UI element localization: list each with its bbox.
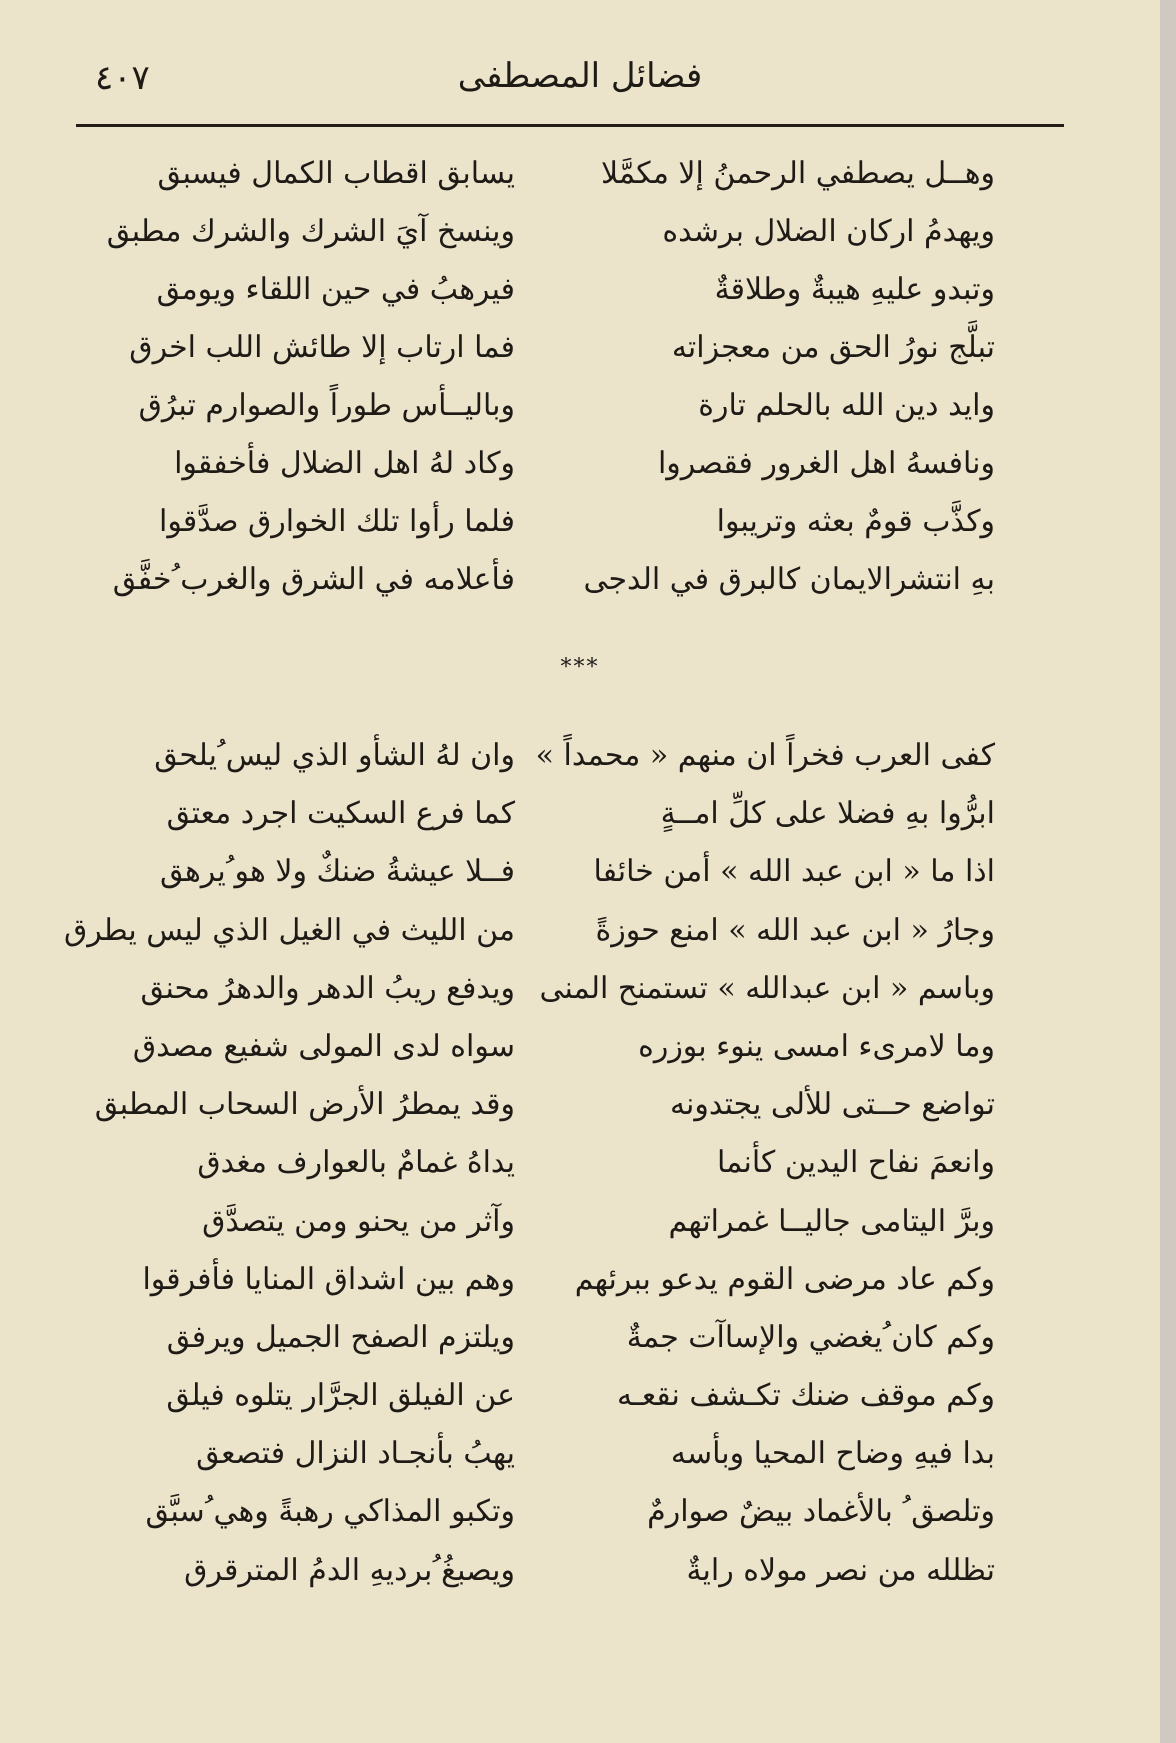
verse-line: تواضع حــتى للألى يجتدونه bbox=[669, 1087, 995, 1123]
verse-line: فلما رأوا تلك الخوارق صدَّقوا bbox=[159, 504, 515, 539]
verse-line: وكم كان ُيغضي والإساآت جمةٌ bbox=[626, 1319, 995, 1355]
verse-line: سواه لدى المولى شفيع مصدق bbox=[132, 1028, 515, 1064]
verse-line: اذا ما « ابن عبد الله » أمن خائفا bbox=[593, 854, 995, 890]
verse-line: وبرَّ اليتامى جاليــا غمراتهم bbox=[668, 1203, 995, 1239]
verse-line: وكاد لهُ اهل الضلال فأخفقوا bbox=[174, 446, 515, 481]
verse-line: وتلصق ُ بالأغماد بيضٌ صوارمٌ bbox=[647, 1494, 995, 1530]
verse-line: يداهُ غمامٌ بالعوارف مغدق bbox=[197, 1145, 515, 1181]
verse-line: وآثر من يحنو ومن يتصدَّق bbox=[202, 1203, 515, 1239]
verse-line: فــلا عيشةُ ضنكٌ ولا هو ُيرهق bbox=[159, 854, 515, 890]
verse-line: يهبُ بأنجـاد النزال فتصعق bbox=[196, 1436, 515, 1472]
verse-line: وما لامرىء امسى ينوء بوزره bbox=[638, 1028, 995, 1064]
verse-line: وينسخ آيَ الشرك والشرك مطبق bbox=[106, 214, 515, 249]
header-rule bbox=[76, 124, 1064, 127]
verse-line: كفى العرب فخراً ان منهم « محمداً » bbox=[535, 738, 995, 773]
verse-line: وهــل يصطفي الرحمنُ إلا مكمَّلا bbox=[601, 156, 995, 191]
verse-line: ويهدمُ اركان الضلال برشده bbox=[662, 214, 995, 249]
verse-line: وتكبو المذاكي رهبةً وهي ُسبَّق bbox=[145, 1494, 515, 1530]
verse-line: وجارُ « ابن عبد الله » امنع حوزةً bbox=[595, 912, 995, 948]
verse-line: وانعمَ نفاح اليدين كأنما bbox=[717, 1145, 995, 1181]
verse-line: ويدفع ريبُ الدهر والدهرُ محنق bbox=[140, 970, 515, 1006]
verse-line: فأعلامه في الشرق والغرب ُخفَّق bbox=[112, 562, 515, 597]
page-edge bbox=[1160, 0, 1176, 1743]
verse-line: وقد يمطرُ الأرض السحاب المطبق bbox=[94, 1087, 515, 1123]
verse-line: بهِ انتشرالايمان كالبرق في الدجى bbox=[583, 562, 995, 597]
stanza2-right-column bbox=[535, 727, 995, 1600]
verse-line: يسابق اقطاب الكمال فيسبق bbox=[157, 156, 515, 191]
verse-line: فما ارتاب إلا طائش اللب اخرق bbox=[129, 330, 515, 365]
verse-line: وكم موقف ضنك تكـشف نقعـه bbox=[616, 1378, 995, 1414]
stanza1-left-column bbox=[106, 145, 515, 609]
verse-line: تبلَّج نورُ الحق من معجزاته bbox=[671, 330, 995, 365]
verse-line: ويصبغُ ُبرديهِ الدمُ المترقرق bbox=[184, 1552, 515, 1588]
verse-line: وايد دين الله بالحلم تارة bbox=[698, 388, 995, 423]
verse-line: عن الفيلق الجرَّار يتلوه فيلق bbox=[166, 1378, 515, 1414]
verse-line: وان لهُ الشأو الذي ليس ُيلحق bbox=[154, 738, 515, 773]
verse-line: فيرهبُ في حين اللقاء ويومق bbox=[156, 272, 515, 307]
page-number: ٤٠٧ bbox=[95, 58, 150, 98]
verse-line: من الليث في الغيل الذي ليس يطرق bbox=[63, 912, 515, 948]
verse-line: وباليــأس طوراً والصوارم تبرُق bbox=[138, 388, 515, 423]
verse-line: وتبدو عليهِ هيبةٌ وطلاقةٌ bbox=[714, 272, 995, 307]
running-title: فضائل المصطفى bbox=[457, 56, 703, 96]
verse-line: ونافسهُ اهل الغرور فقصروا bbox=[657, 446, 995, 481]
verse-line: كما فرع السكيت اجرد معتق bbox=[166, 796, 515, 832]
verse-line: ابرُّوا بهِ فضلا على كلِّ امــةٍ bbox=[660, 796, 995, 832]
section-separator: *** bbox=[560, 655, 600, 680]
verse-line: وكذَّب قومٌ بعثه وتريبوا bbox=[716, 504, 995, 539]
verse-line: بدا فيهِ وضاح المحيا وبأسه bbox=[670, 1436, 995, 1472]
verse-line: وهم بين اشداق المنايا فأفرقوا bbox=[142, 1261, 515, 1297]
verse-line: ويلتزم الصفح الجميل ويرفق bbox=[166, 1319, 515, 1355]
verse-line: وباسم « ابن عبدالله » تستمنح المنى bbox=[539, 970, 995, 1006]
verse-line: تظلله من نصر مولاه رايةٌ bbox=[686, 1552, 995, 1588]
stanza1-right-column bbox=[583, 145, 995, 609]
verse-line: وكم عاد مرضى القوم يدعو ببرئهم bbox=[574, 1261, 995, 1297]
stanza2-left-column bbox=[63, 727, 515, 1600]
